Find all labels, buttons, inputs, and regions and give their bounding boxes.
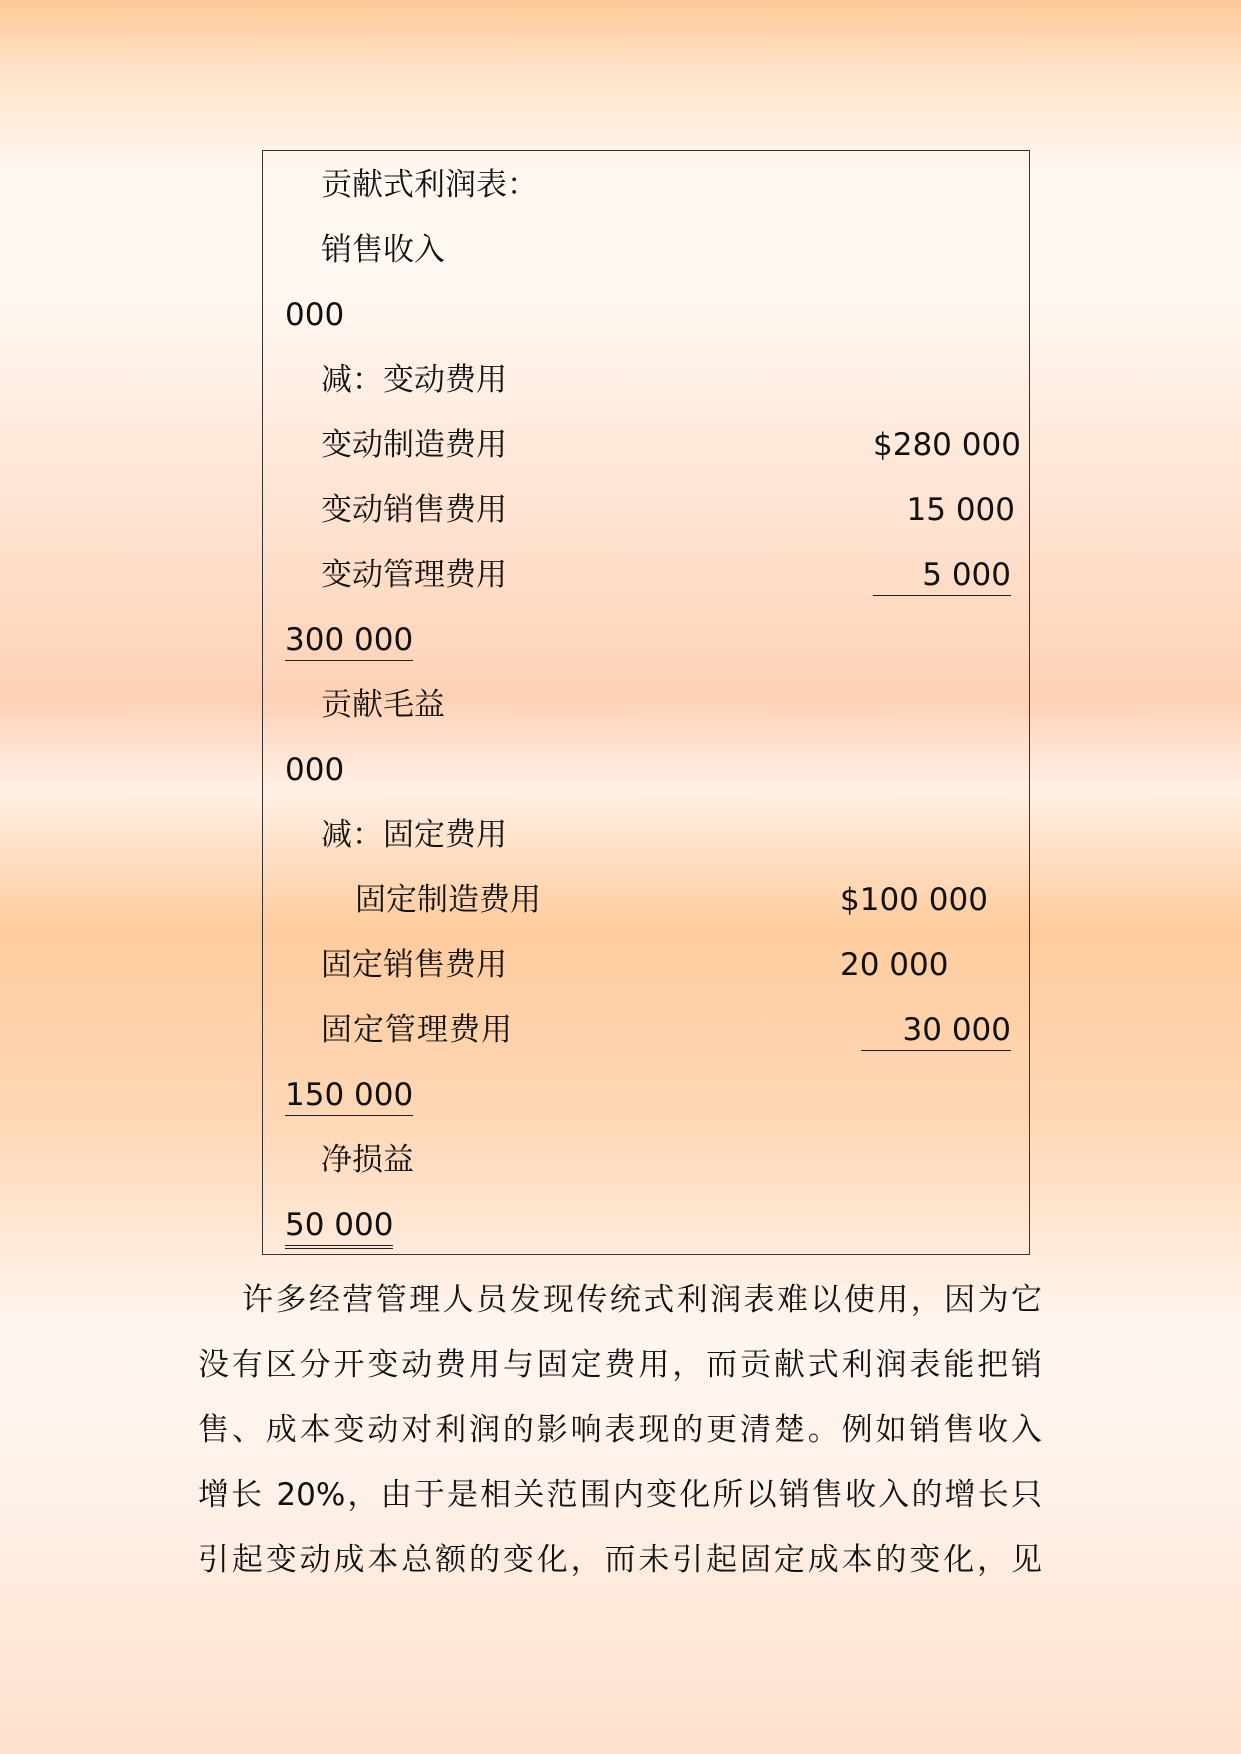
variable-item-amount: $280 000	[873, 427, 1021, 463]
body-paragraph	[198, 1268, 1042, 1593]
fixed-item-label: 固定管理费用	[321, 1012, 513, 1048]
fixed-item-amount: $100 000	[840, 882, 988, 918]
fixed-total: 150 000	[285, 1075, 413, 1116]
paragraph-line: 增长 20%，由于是相关范围内变化所以销售收入的增长只	[198, 1477, 1042, 1513]
sales-value: 000	[285, 297, 345, 333]
variable-item-label: 变动制造费用	[321, 427, 507, 463]
net-income-value: 50 000	[285, 1205, 393, 1249]
contribution-margin-value: 000	[285, 752, 345, 788]
paragraph-line: 售、成本变动对利润的影响表现的更清楚。例如销售收入	[198, 1412, 1042, 1448]
paragraph-line: 引起变动成本总额的变化，而未引起固定成本的变化，见	[198, 1542, 1042, 1578]
sales-label: 销售收入	[321, 232, 445, 268]
fixed-item-amount: 30 000	[861, 1010, 1011, 1051]
contribution-income-statement	[262, 150, 1030, 1255]
fixed-item-amount: 20 000	[840, 947, 949, 983]
paragraph-line: 许多经营管理人员发现传统式利润表难以使用，因为它	[242, 1282, 1042, 1318]
fixed-item-label: 固定制造费用	[355, 882, 541, 918]
variable-item-label: 变动管理费用	[321, 557, 507, 593]
variable-total: 300 000	[285, 620, 413, 661]
net-income-label: 净损益	[321, 1142, 414, 1178]
less-fixed-label: 减：固定费用	[321, 817, 507, 853]
fixed-item-label: 固定销售费用	[321, 947, 507, 983]
less-variable-label: 减：变动费用	[321, 362, 507, 398]
variable-item-amount: 5 000	[873, 555, 1011, 596]
paragraph-line: 没有区分开变动费用与固定费用，而贡献式利润表能把销	[198, 1347, 1042, 1383]
contribution-margin-label: 贡献毛益	[321, 687, 445, 723]
statement-title: 贡献式利润表：	[321, 167, 538, 203]
variable-item-amount: 15 000	[906, 492, 1015, 528]
variable-item-label: 变动销售费用	[321, 492, 507, 528]
